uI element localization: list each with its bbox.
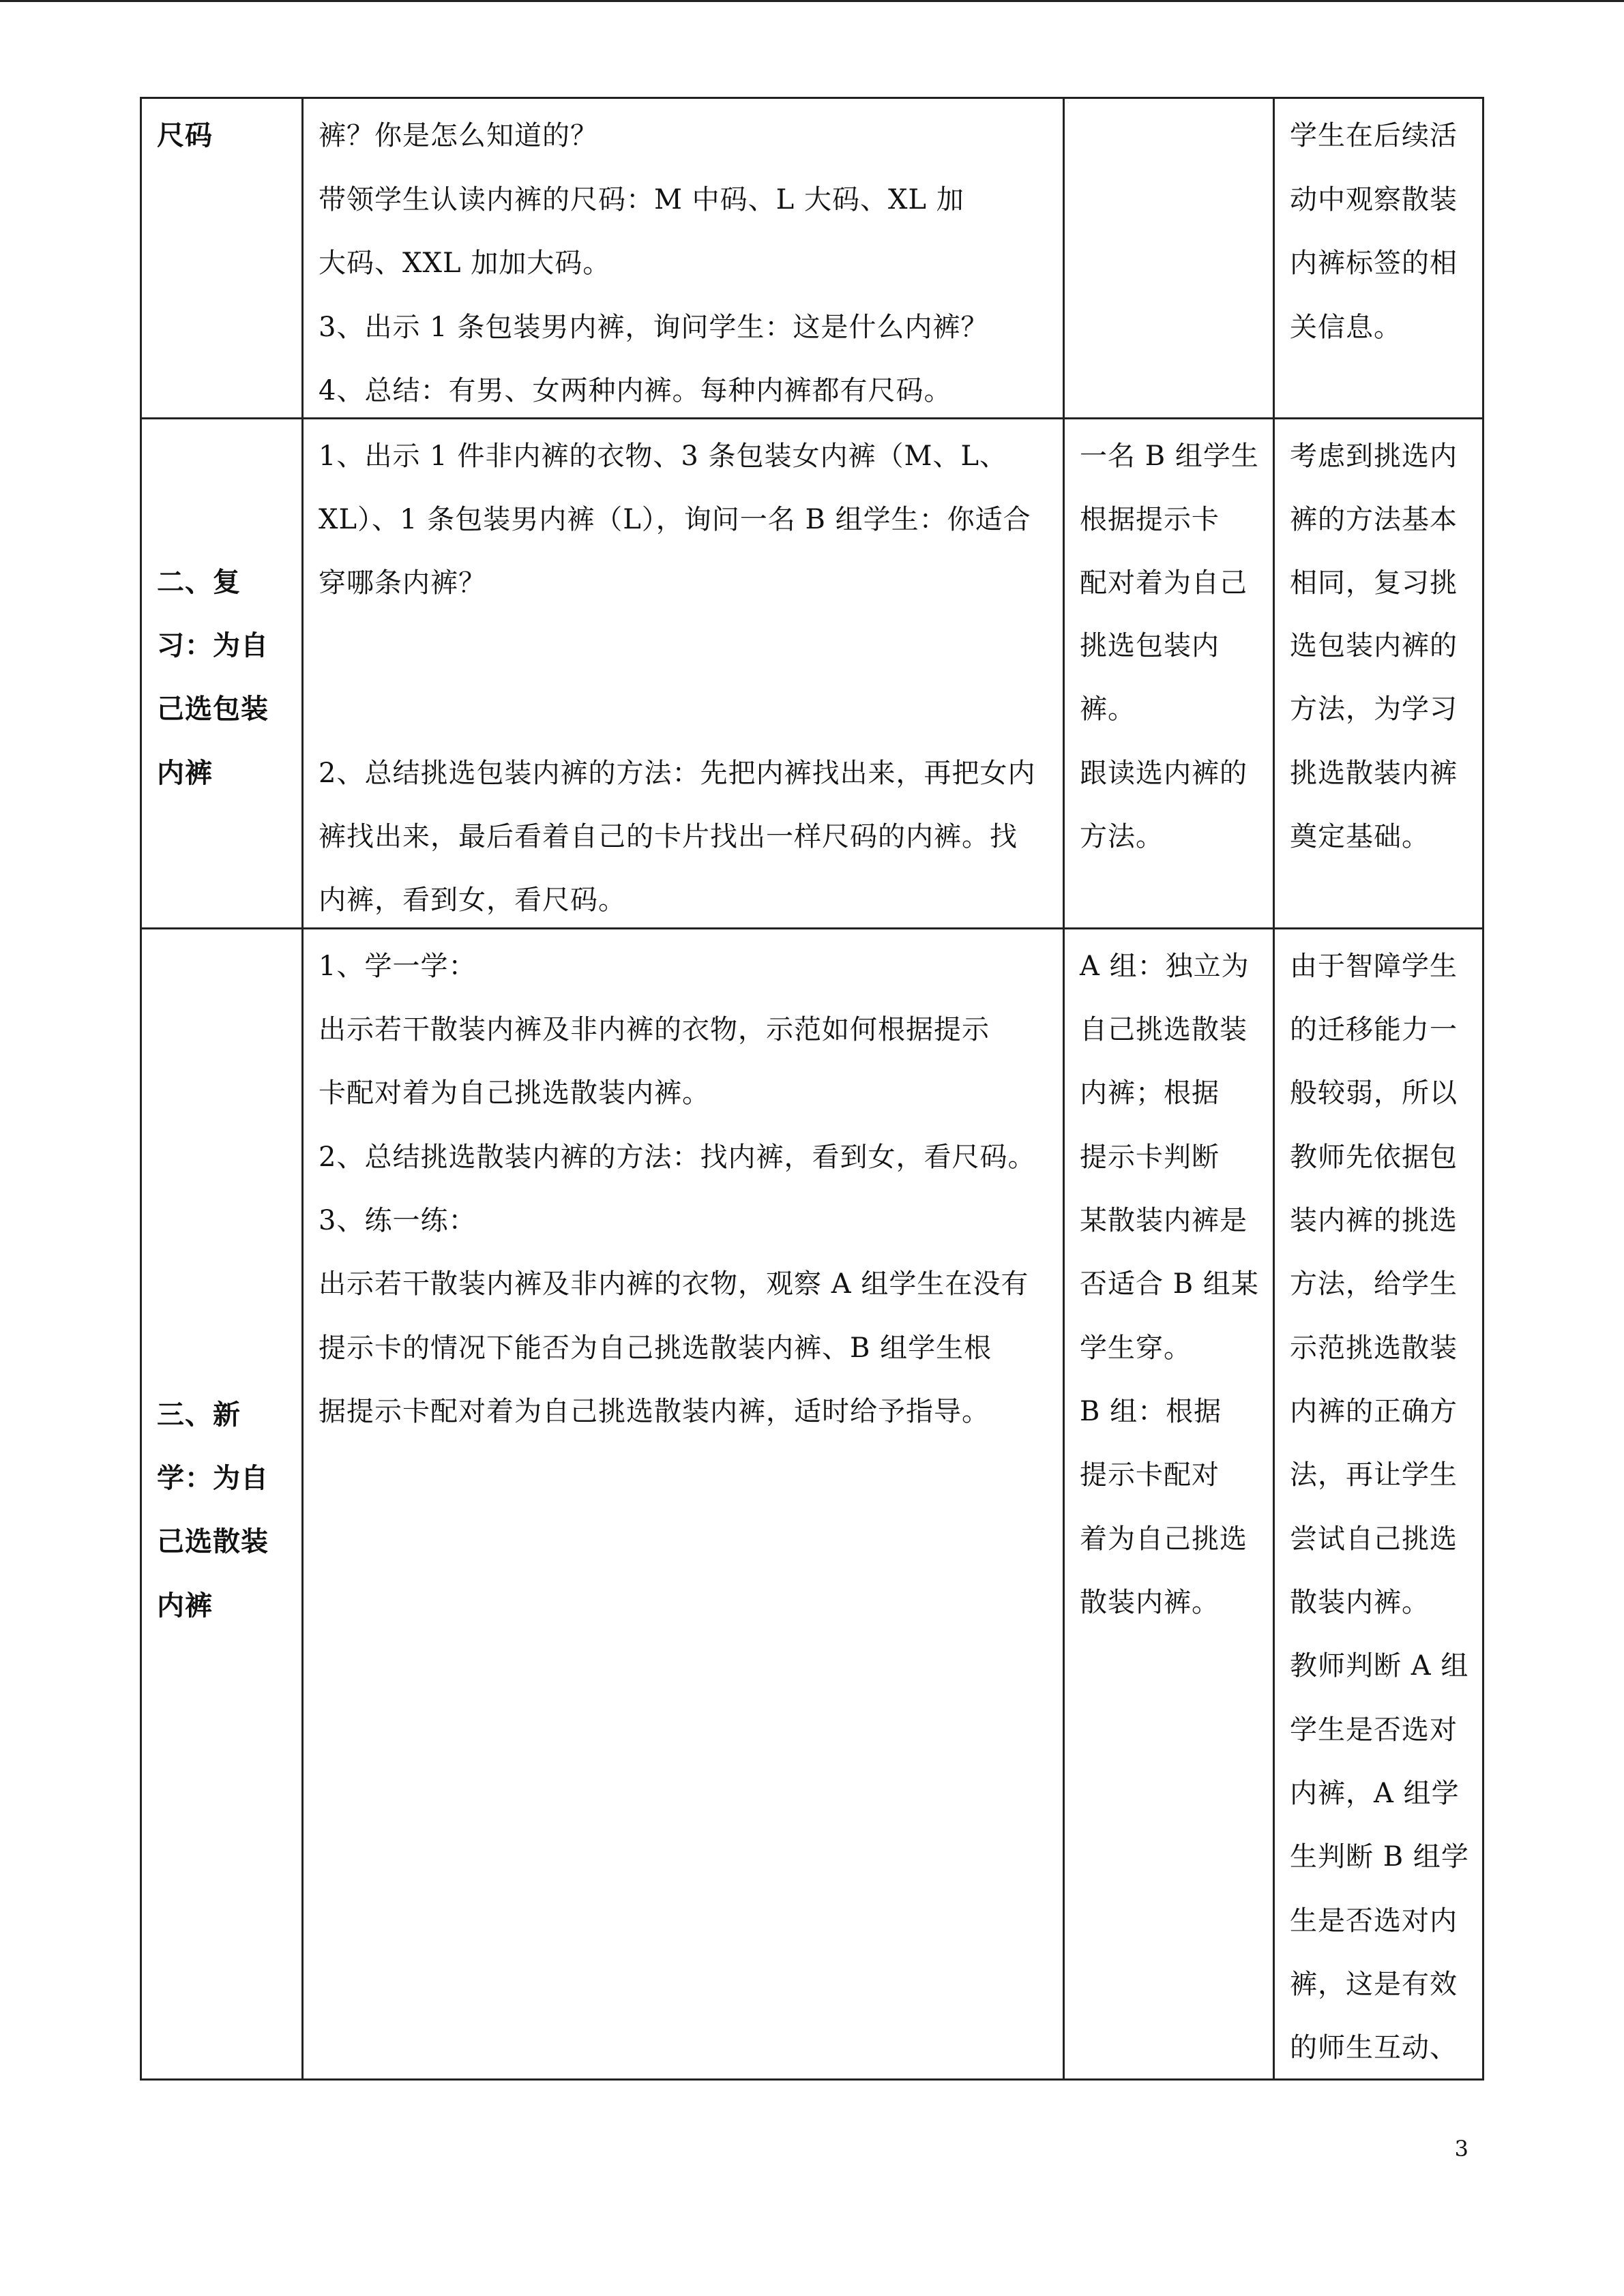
text-line: 穿哪条内裤？ bbox=[319, 567, 486, 599]
table-rule bbox=[1482, 97, 1484, 2081]
table-rule bbox=[1063, 97, 1065, 2081]
text-line: 教师判断 A 组 bbox=[1290, 1650, 1469, 1682]
text-line: 挑选散装内裤 bbox=[1290, 758, 1458, 789]
text-line: 裤？你是怎么知道的？ bbox=[319, 120, 598, 151]
text-line: 否适合 B 组某 bbox=[1080, 1268, 1259, 1300]
text-line: 二、复 bbox=[157, 566, 241, 598]
text-line: 尺码 bbox=[157, 119, 213, 151]
text-line: 大码、XXL 加加大码。 bbox=[319, 248, 611, 279]
text-line: 3、练一练： bbox=[319, 1205, 477, 1236]
table-rule bbox=[140, 417, 1484, 419]
text-line: 3、出示 1 条包装男内裤，询问学生：这是什么内裤？ bbox=[319, 312, 989, 343]
text-line: 装内裤的挑选 bbox=[1290, 1205, 1458, 1236]
text-line: 方法，为学习 bbox=[1290, 694, 1458, 725]
text-line: 内裤；根据 bbox=[1080, 1077, 1220, 1109]
text-line: 内裤标签的相 bbox=[1290, 248, 1458, 279]
text-line: 教师先依据包 bbox=[1290, 1142, 1458, 1173]
text-line: 奠定基础。 bbox=[1290, 821, 1430, 852]
text-line: 般较弱，所以 bbox=[1290, 1077, 1458, 1109]
text-line: 关信息。 bbox=[1290, 312, 1402, 343]
text-line: 提示卡配对 bbox=[1080, 1459, 1220, 1491]
text-line: 三、新 bbox=[157, 1399, 241, 1431]
table-rule bbox=[1273, 97, 1275, 2081]
text-line: 据提示卡配对着为自己挑选散装内裤，适时给予指导。 bbox=[319, 1396, 990, 1427]
text-line: 根据提示卡 bbox=[1080, 504, 1220, 535]
text-line: 提示卡的情况下能否为自己挑选散装内裤、B 组学生根 bbox=[319, 1332, 992, 1364]
text-line: 尝试自己挑选 bbox=[1290, 1523, 1458, 1555]
text-line: 学生在后续活 bbox=[1290, 120, 1458, 151]
page-number: 3 bbox=[1454, 2136, 1468, 2162]
text-line: 由于智障学生 bbox=[1290, 951, 1458, 982]
text-line: 1、学一学： bbox=[319, 951, 477, 982]
text-line: 的师生互动、 bbox=[1290, 2032, 1458, 2063]
text-line: 配对着为自己 bbox=[1080, 567, 1247, 599]
table-rule bbox=[140, 97, 142, 2081]
text-line: 一名 B 组学生 bbox=[1080, 441, 1259, 472]
text-line: 生是否选对内 bbox=[1290, 1905, 1458, 1937]
text-line: 某散装内裤是 bbox=[1080, 1205, 1247, 1236]
text-line: B 组：根据 bbox=[1080, 1396, 1222, 1427]
text-line: 考虑到挑选内 bbox=[1290, 441, 1458, 472]
text-line: 散装内裤。 bbox=[1290, 1587, 1430, 1618]
text-line: 1、出示 1 件非内裤的衣物、3 条包装女内裤（M、L、 bbox=[319, 441, 1008, 472]
table-rule bbox=[140, 927, 1484, 929]
text-line: 出示若干散装内裤及非内裤的衣物，观察 A 组学生在没有 bbox=[319, 1268, 1029, 1300]
text-line: 学生穿。 bbox=[1080, 1332, 1192, 1364]
text-line: 方法。 bbox=[1080, 821, 1164, 852]
text-line: 自己挑选散装 bbox=[1080, 1014, 1247, 1045]
text-line: 散装内裤。 bbox=[1080, 1587, 1220, 1618]
text-line: 卡配对着为自己挑选散装内裤。 bbox=[319, 1077, 710, 1109]
table-rule bbox=[140, 2078, 1484, 2081]
text-line: 内裤，A 组学 bbox=[1290, 1778, 1460, 1809]
text-line: 内裤，看到女，看尺码。 bbox=[319, 884, 626, 916]
text-line: 跟读选内裤的 bbox=[1080, 758, 1247, 789]
text-line: 带领学生认读内裤的尺码：M 中码、L 大码、XL 加 bbox=[319, 184, 964, 215]
text-line: 己选包装 bbox=[157, 693, 269, 725]
text-line: 法，再让学生 bbox=[1290, 1459, 1458, 1491]
text-line: 方法，给学生 bbox=[1290, 1268, 1458, 1300]
text-line: 着为自己挑选 bbox=[1080, 1523, 1247, 1555]
text-line: 己选散装 bbox=[157, 1525, 269, 1557]
text-line: XL）、1 条包装男内裤（L），询问一名 B 组学生：你适合 bbox=[319, 504, 1031, 535]
text-line: 裤。 bbox=[1080, 694, 1136, 725]
table-rule bbox=[301, 97, 304, 2081]
text-line: 示范挑选散装 bbox=[1290, 1332, 1458, 1364]
text-line: 裤找出来，最后看着自己的卡片找出一样尺码的内裤。找 bbox=[319, 821, 1018, 852]
text-line: A 组：独立为 bbox=[1080, 951, 1250, 982]
text-line: 出示若干散装内裤及非内裤的衣物，示范如何根据提示 bbox=[319, 1014, 990, 1045]
text-line: 学：为自 bbox=[157, 1462, 269, 1494]
text-line: 生判断 B 组学 bbox=[1290, 1841, 1469, 1873]
text-line: 学生是否选对 bbox=[1290, 1714, 1458, 1746]
text-line: 2、总结挑选包装内裤的方法：先把内裤找出来，再把女内 bbox=[319, 758, 1036, 789]
table-rule bbox=[140, 97, 1484, 99]
text-line: 内裤 bbox=[157, 757, 213, 789]
text-line: 动中观察散装 bbox=[1290, 184, 1458, 215]
text-line: 挑选包装内 bbox=[1080, 630, 1220, 661]
text-line: 内裤 bbox=[157, 1590, 213, 1622]
text-line: 的迁移能力一 bbox=[1290, 1014, 1458, 1045]
text-line: 选包装内裤的 bbox=[1290, 630, 1458, 661]
text-line: 相同，复习挑 bbox=[1290, 567, 1458, 599]
text-line: 2、总结挑选散装内裤的方法：找内裤，看到女，看尺码。 bbox=[319, 1142, 1036, 1173]
page-top-rule bbox=[0, 0, 1624, 2]
text-line: 提示卡判断 bbox=[1080, 1142, 1220, 1173]
text-line: 习：为自 bbox=[157, 629, 269, 661]
text-line: 4、总结：有男、女两种内裤。每种内裤都有尺码。 bbox=[319, 375, 952, 406]
text-line: 裤，这是有效 bbox=[1290, 1969, 1458, 2000]
text-line: 内裤的正确方 bbox=[1290, 1396, 1458, 1427]
text-line: 裤的方法基本 bbox=[1290, 504, 1458, 535]
